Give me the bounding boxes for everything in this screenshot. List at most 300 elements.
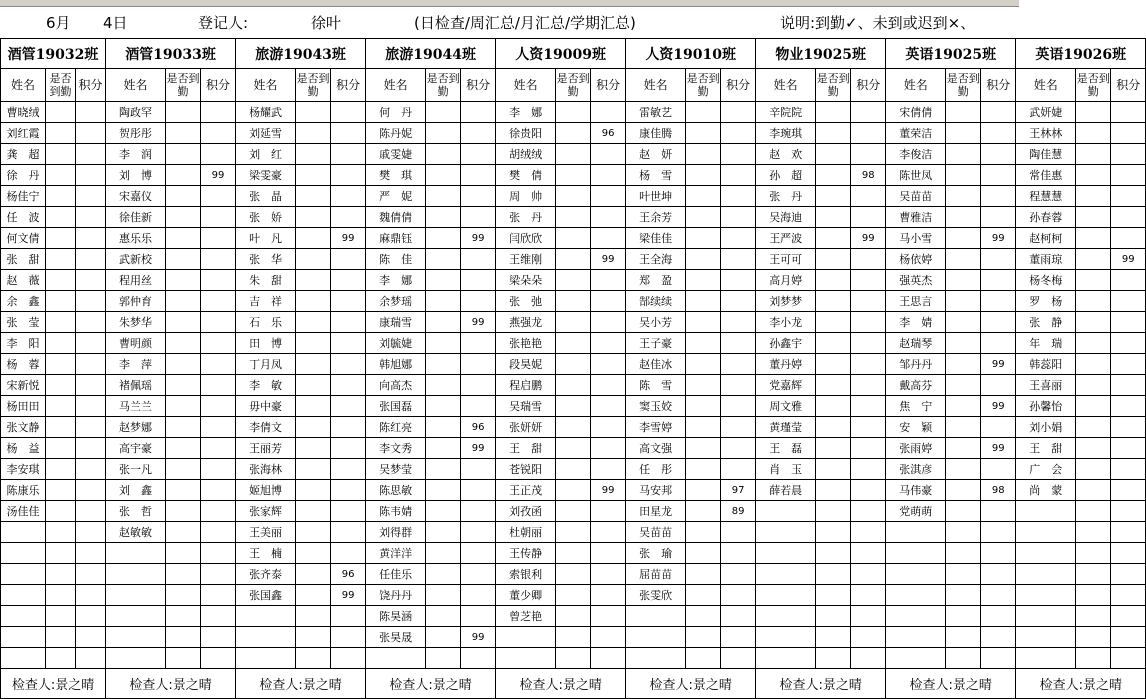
student-name-cell[interactable]: 郜续续	[626, 291, 686, 312]
attendance-cell[interactable]	[816, 102, 851, 123]
score-cell[interactable]	[851, 186, 886, 207]
score-cell[interactable]	[721, 438, 756, 459]
attendance-column-header[interactable]: 是否到勤	[816, 69, 851, 102]
score-cell[interactable]	[201, 480, 236, 501]
score-cell[interactable]	[461, 270, 496, 291]
attendance-cell[interactable]	[816, 417, 851, 438]
score-cell[interactable]: 99	[331, 228, 366, 249]
student-name-cell[interactable]: 康佳腾	[626, 123, 686, 144]
score-cell[interactable]	[1111, 102, 1146, 123]
score-cell[interactable]	[591, 543, 626, 564]
student-name-cell[interactable]: 康瑞雪	[366, 312, 426, 333]
student-name-cell[interactable]: 辛院院	[756, 102, 816, 123]
score-cell[interactable]	[201, 333, 236, 354]
score-cell[interactable]	[721, 207, 756, 228]
student-name-cell[interactable]: 吴苗苗	[626, 522, 686, 543]
student-name-cell[interactable]: 陈韦婧	[366, 501, 426, 522]
student-name-cell[interactable]: 刘小娟	[1016, 417, 1076, 438]
score-cell[interactable]: 99	[461, 228, 496, 249]
student-name-cell[interactable]: 吴瑞雪	[496, 396, 556, 417]
score-cell[interactable]	[721, 459, 756, 480]
attendance-cell[interactable]	[816, 270, 851, 291]
score-cell[interactable]	[331, 102, 366, 123]
attendance-cell[interactable]	[686, 543, 721, 564]
attendance-cell[interactable]	[46, 438, 76, 459]
attendance-cell[interactable]	[46, 123, 76, 144]
attendance-column-header[interactable]: 是否到勤	[556, 69, 591, 102]
attendance-cell[interactable]	[1076, 249, 1111, 270]
attendance-cell[interactable]	[166, 228, 201, 249]
attendance-cell[interactable]	[946, 564, 981, 585]
student-name-cell[interactable]	[1016, 585, 1076, 606]
score-cell[interactable]	[461, 459, 496, 480]
student-name-cell[interactable]: 张一凡	[106, 459, 166, 480]
score-cell[interactable]	[721, 312, 756, 333]
student-name-cell[interactable]: 杨 蓉	[1, 354, 46, 375]
attendance-cell[interactable]	[556, 606, 591, 627]
attendance-cell[interactable]	[426, 333, 461, 354]
score-cell[interactable]	[721, 102, 756, 123]
student-name-cell[interactable]: 梁雯豪	[236, 165, 296, 186]
attendance-cell[interactable]	[166, 648, 201, 669]
score-cell[interactable]	[981, 606, 1016, 627]
student-name-cell[interactable]: 王 甜	[496, 438, 556, 459]
score-cell[interactable]	[981, 375, 1016, 396]
score-cell[interactable]	[981, 417, 1016, 438]
score-cell[interactable]	[851, 249, 886, 270]
attendance-cell[interactable]	[46, 207, 76, 228]
score-cell[interactable]: 97	[721, 480, 756, 501]
score-cell[interactable]	[1111, 291, 1146, 312]
score-cell[interactable]	[76, 375, 106, 396]
student-name-cell[interactable]	[626, 606, 686, 627]
student-name-cell[interactable]	[886, 585, 946, 606]
student-name-cell[interactable]: 雷敏艺	[626, 102, 686, 123]
score-cell[interactable]	[201, 207, 236, 228]
student-name-cell[interactable]: 韩蕊阳	[1016, 354, 1076, 375]
attendance-cell[interactable]	[426, 102, 461, 123]
score-cell[interactable]: 99	[981, 354, 1016, 375]
student-name-cell[interactable]: 段昊妮	[496, 354, 556, 375]
score-cell[interactable]	[1111, 354, 1146, 375]
student-name-cell[interactable]	[236, 648, 296, 669]
score-cell[interactable]	[591, 375, 626, 396]
attendance-cell[interactable]	[816, 144, 851, 165]
attendance-cell[interactable]	[686, 564, 721, 585]
student-name-cell[interactable]: 杨佳宁	[1, 186, 46, 207]
attendance-cell[interactable]	[946, 270, 981, 291]
score-cell[interactable]	[76, 333, 106, 354]
score-cell[interactable]	[981, 291, 1016, 312]
attendance-cell[interactable]	[1076, 333, 1111, 354]
attendance-cell[interactable]	[946, 396, 981, 417]
score-cell[interactable]	[461, 501, 496, 522]
score-cell[interactable]	[721, 228, 756, 249]
attendance-cell[interactable]	[296, 522, 331, 543]
attendance-cell[interactable]	[46, 249, 76, 270]
attendance-cell[interactable]	[166, 522, 201, 543]
score-cell[interactable]	[591, 228, 626, 249]
student-name-cell[interactable]: 周文雅	[756, 396, 816, 417]
student-name-cell[interactable]: 何 丹	[366, 102, 426, 123]
student-name-cell[interactable]: 程启鹏	[496, 375, 556, 396]
attendance-cell[interactable]	[296, 564, 331, 585]
attendance-cell[interactable]	[166, 606, 201, 627]
score-cell[interactable]	[851, 606, 886, 627]
student-name-cell[interactable]: 苍锐阳	[496, 459, 556, 480]
student-name-cell[interactable]: 张 娇	[236, 207, 296, 228]
attendance-cell[interactable]	[46, 480, 76, 501]
score-cell[interactable]	[201, 354, 236, 375]
student-name-cell[interactable]: 余 鑫	[1, 291, 46, 312]
score-cell[interactable]	[76, 543, 106, 564]
score-cell[interactable]	[76, 291, 106, 312]
attendance-cell[interactable]	[1076, 207, 1111, 228]
student-name-cell[interactable]: 张 静	[1016, 312, 1076, 333]
student-name-cell[interactable]: 刘 博	[106, 165, 166, 186]
score-cell[interactable]	[76, 270, 106, 291]
score-cell[interactable]	[201, 564, 236, 585]
score-cell[interactable]	[461, 102, 496, 123]
student-name-cell[interactable]: 刘 红	[236, 144, 296, 165]
attendance-cell[interactable]	[946, 585, 981, 606]
attendance-cell[interactable]	[296, 480, 331, 501]
score-cell[interactable]	[331, 501, 366, 522]
student-name-cell[interactable]: 郭仲育	[106, 291, 166, 312]
score-cell[interactable]	[851, 291, 886, 312]
attendance-cell[interactable]	[426, 186, 461, 207]
student-name-cell[interactable]: 惠乐乐	[106, 228, 166, 249]
attendance-cell[interactable]	[686, 312, 721, 333]
score-cell[interactable]: 98	[981, 480, 1016, 501]
student-name-cell[interactable]: 焦 宁	[886, 396, 946, 417]
score-cell[interactable]	[1111, 522, 1146, 543]
score-cell[interactable]	[331, 123, 366, 144]
score-cell[interactable]	[201, 375, 236, 396]
student-name-cell[interactable]: 陈康乐	[1, 480, 46, 501]
score-cell[interactable]: 96	[591, 123, 626, 144]
attendance-cell[interactable]	[946, 417, 981, 438]
attendance-cell[interactable]	[296, 543, 331, 564]
attendance-column-header[interactable]: 是否到勤	[166, 69, 201, 102]
score-cell[interactable]	[851, 333, 886, 354]
attendance-cell[interactable]	[816, 165, 851, 186]
attendance-cell[interactable]	[1076, 396, 1111, 417]
student-name-cell[interactable]	[626, 648, 686, 669]
student-name-cell[interactable]	[1016, 501, 1076, 522]
score-cell[interactable]	[461, 648, 496, 669]
student-name-cell[interactable]	[1016, 627, 1076, 648]
student-name-cell[interactable]: 李 萍	[106, 354, 166, 375]
student-name-cell[interactable]: 朱梦华	[106, 312, 166, 333]
student-name-cell[interactable]: 杨 益	[1, 438, 46, 459]
score-cell[interactable]	[461, 291, 496, 312]
attendance-cell[interactable]	[46, 270, 76, 291]
student-name-cell[interactable]: 闫欣欣	[496, 228, 556, 249]
attendance-cell[interactable]	[686, 396, 721, 417]
attendance-cell[interactable]	[686, 144, 721, 165]
attendance-cell[interactable]	[946, 186, 981, 207]
student-name-cell[interactable]: 陈 雪	[626, 375, 686, 396]
score-cell[interactable]	[591, 312, 626, 333]
score-cell[interactable]	[1111, 459, 1146, 480]
student-name-cell[interactable]	[1, 648, 46, 669]
student-name-cell[interactable]: 戚雯婕	[366, 144, 426, 165]
score-cell[interactable]	[76, 207, 106, 228]
score-cell[interactable]	[591, 144, 626, 165]
score-cell[interactable]: 99	[461, 312, 496, 333]
student-name-cell[interactable]: 梁佳佳	[626, 228, 686, 249]
score-cell[interactable]	[1111, 438, 1146, 459]
student-name-cell[interactable]: 张 甜	[1, 249, 46, 270]
student-name-cell[interactable]: 贺彤彤	[106, 123, 166, 144]
attendance-cell[interactable]	[686, 123, 721, 144]
attendance-cell[interactable]	[686, 354, 721, 375]
score-cell[interactable]	[851, 123, 886, 144]
student-name-cell[interactable]: 张国磊	[366, 396, 426, 417]
student-name-cell[interactable]	[886, 627, 946, 648]
score-column-header[interactable]: 积分	[331, 69, 366, 102]
score-cell[interactable]	[981, 648, 1016, 669]
score-cell[interactable]	[331, 606, 366, 627]
attendance-cell[interactable]	[46, 459, 76, 480]
score-cell[interactable]	[76, 165, 106, 186]
score-cell[interactable]	[851, 144, 886, 165]
attendance-cell[interactable]	[46, 291, 76, 312]
score-column-header[interactable]: 积分	[981, 69, 1016, 102]
attendance-cell[interactable]	[686, 375, 721, 396]
attendance-cell[interactable]	[816, 522, 851, 543]
score-cell[interactable]	[591, 291, 626, 312]
name-column-header[interactable]: 姓名	[236, 69, 296, 102]
class-name-cell[interactable]: 酒管19033班	[106, 39, 236, 69]
score-cell[interactable]	[331, 543, 366, 564]
attendance-cell[interactable]	[46, 627, 76, 648]
student-name-cell[interactable]: 赵 薇	[1, 270, 46, 291]
student-name-cell[interactable]: 杜朝丽	[496, 522, 556, 543]
attendance-cell[interactable]	[46, 102, 76, 123]
student-name-cell[interactable]: 张昊晟	[366, 627, 426, 648]
student-name-cell[interactable]	[106, 648, 166, 669]
student-name-cell[interactable]: 刘毓婕	[366, 333, 426, 354]
attendance-cell[interactable]	[686, 102, 721, 123]
score-cell[interactable]	[1111, 648, 1146, 669]
student-name-cell[interactable]: 张雯欣	[626, 585, 686, 606]
attendance-cell[interactable]	[686, 522, 721, 543]
student-name-cell[interactable]: 王全海	[626, 249, 686, 270]
score-cell[interactable]	[721, 375, 756, 396]
score-cell[interactable]	[1111, 627, 1146, 648]
student-name-cell[interactable]	[1, 627, 46, 648]
name-column-header[interactable]: 姓名	[106, 69, 166, 102]
student-name-cell[interactable]: 曹明颜	[106, 333, 166, 354]
student-name-cell[interactable]: 窦玉姣	[626, 396, 686, 417]
attendance-cell[interactable]	[556, 123, 591, 144]
score-cell[interactable]	[1111, 228, 1146, 249]
score-cell[interactable]	[1111, 543, 1146, 564]
score-cell[interactable]	[591, 417, 626, 438]
attendance-cell[interactable]	[426, 459, 461, 480]
attendance-cell[interactable]	[816, 396, 851, 417]
score-cell[interactable]	[721, 564, 756, 585]
score-cell[interactable]	[721, 627, 756, 648]
student-name-cell[interactable]	[496, 627, 556, 648]
attendance-cell[interactable]	[166, 333, 201, 354]
student-name-cell[interactable]: 黄瑾莹	[756, 417, 816, 438]
score-cell[interactable]	[721, 249, 756, 270]
attendance-cell[interactable]	[816, 249, 851, 270]
attendance-cell[interactable]	[46, 333, 76, 354]
score-cell[interactable]	[461, 564, 496, 585]
attendance-cell[interactable]	[426, 144, 461, 165]
name-column-header[interactable]: 姓名	[496, 69, 556, 102]
attendance-cell[interactable]	[426, 249, 461, 270]
student-name-cell[interactable]: 刘红霞	[1, 123, 46, 144]
student-name-cell[interactable]: 程用丝	[106, 270, 166, 291]
score-cell[interactable]	[201, 522, 236, 543]
inspector-cell[interactable]: 检查人:景之晴	[236, 669, 366, 699]
score-cell[interactable]	[76, 123, 106, 144]
score-cell[interactable]	[201, 270, 236, 291]
score-cell[interactable]	[331, 648, 366, 669]
score-cell[interactable]	[721, 543, 756, 564]
student-name-cell[interactable]: 王喜丽	[1016, 375, 1076, 396]
score-cell[interactable]	[1111, 480, 1146, 501]
score-cell[interactable]	[331, 522, 366, 543]
student-name-cell[interactable]	[756, 543, 816, 564]
student-name-cell[interactable]: 李雪婷	[626, 417, 686, 438]
attendance-cell[interactable]	[166, 480, 201, 501]
student-name-cell[interactable]: 年 瑞	[1016, 333, 1076, 354]
attendance-cell[interactable]	[556, 459, 591, 480]
attendance-cell[interactable]	[166, 312, 201, 333]
attendance-cell[interactable]	[1076, 543, 1111, 564]
attendance-cell[interactable]	[816, 228, 851, 249]
student-name-cell[interactable]	[1016, 648, 1076, 669]
name-column-header[interactable]: 姓名	[756, 69, 816, 102]
student-name-cell[interactable]: 张家辉	[236, 501, 296, 522]
student-name-cell[interactable]: 李安琪	[1, 459, 46, 480]
attendance-cell[interactable]	[946, 291, 981, 312]
attendance-cell[interactable]	[556, 564, 591, 585]
score-cell[interactable]	[721, 291, 756, 312]
score-cell[interactable]	[76, 228, 106, 249]
student-name-cell[interactable]: 吴小芳	[626, 312, 686, 333]
attendance-cell[interactable]	[1076, 354, 1111, 375]
attendance-cell[interactable]	[686, 333, 721, 354]
inspector-cell[interactable]: 检查人:景之晴	[106, 669, 236, 699]
score-cell[interactable]	[851, 648, 886, 669]
attendance-cell[interactable]	[46, 522, 76, 543]
score-cell[interactable]	[201, 291, 236, 312]
score-cell[interactable]	[461, 375, 496, 396]
score-cell[interactable]	[461, 207, 496, 228]
score-cell[interactable]	[76, 522, 106, 543]
score-cell[interactable]	[201, 312, 236, 333]
score-cell[interactable]	[1111, 585, 1146, 606]
attendance-cell[interactable]	[46, 501, 76, 522]
student-name-cell[interactable]	[106, 564, 166, 585]
score-cell[interactable]	[591, 165, 626, 186]
attendance-cell[interactable]	[816, 291, 851, 312]
attendance-cell[interactable]	[946, 480, 981, 501]
score-cell[interactable]	[981, 501, 1016, 522]
score-cell[interactable]	[461, 165, 496, 186]
score-cell[interactable]	[76, 396, 106, 417]
attendance-cell[interactable]	[46, 375, 76, 396]
score-cell[interactable]	[981, 564, 1016, 585]
attendance-cell[interactable]	[946, 354, 981, 375]
student-name-cell[interactable]: 董少卿	[496, 585, 556, 606]
class-name-cell[interactable]: 英语19026班	[1016, 39, 1146, 69]
attendance-cell[interactable]	[946, 543, 981, 564]
student-name-cell[interactable]: 曾芝艳	[496, 606, 556, 627]
attendance-cell[interactable]	[1076, 375, 1111, 396]
student-name-cell[interactable]: 陈思敏	[366, 480, 426, 501]
student-name-cell[interactable]: 王 甜	[1016, 438, 1076, 459]
attendance-cell[interactable]	[1076, 459, 1111, 480]
attendance-cell[interactable]	[46, 585, 76, 606]
student-name-cell[interactable]: 孙春蓉	[1016, 207, 1076, 228]
score-cell[interactable]	[331, 375, 366, 396]
score-cell[interactable]	[1111, 606, 1146, 627]
attendance-cell[interactable]	[816, 459, 851, 480]
inspector-cell[interactable]: 检查人:景之晴	[756, 669, 886, 699]
score-cell[interactable]	[76, 312, 106, 333]
attendance-cell[interactable]	[556, 270, 591, 291]
student-name-cell[interactable]: 孙馨怡	[1016, 396, 1076, 417]
attendance-cell[interactable]	[1076, 312, 1111, 333]
attendance-cell[interactable]	[46, 396, 76, 417]
attendance-cell[interactable]	[1076, 165, 1111, 186]
attendance-cell[interactable]	[426, 291, 461, 312]
attendance-cell[interactable]	[556, 417, 591, 438]
score-cell[interactable]	[76, 480, 106, 501]
score-cell[interactable]	[591, 501, 626, 522]
score-cell[interactable]	[201, 459, 236, 480]
student-name-cell[interactable]: 汤佳佳	[1, 501, 46, 522]
score-cell[interactable]	[331, 480, 366, 501]
score-cell[interactable]	[1111, 333, 1146, 354]
student-name-cell[interactable]: 杨冬梅	[1016, 270, 1076, 291]
student-name-cell[interactable]: 吴梦莹	[366, 459, 426, 480]
attendance-cell[interactable]	[556, 144, 591, 165]
score-cell[interactable]	[461, 585, 496, 606]
score-cell[interactable]	[76, 354, 106, 375]
student-name-cell[interactable]: 宋新悦	[1, 375, 46, 396]
student-name-cell[interactable]: 广 会	[1016, 459, 1076, 480]
score-cell[interactable]	[721, 165, 756, 186]
attendance-cell[interactable]	[296, 186, 331, 207]
student-name-cell[interactable]: 赵梦娜	[106, 417, 166, 438]
attendance-cell[interactable]	[166, 207, 201, 228]
attendance-cell[interactable]	[296, 270, 331, 291]
score-column-header[interactable]: 积分	[201, 69, 236, 102]
score-cell[interactable]	[851, 396, 886, 417]
attendance-cell[interactable]	[816, 480, 851, 501]
attendance-cell[interactable]	[946, 438, 981, 459]
score-cell[interactable]	[721, 123, 756, 144]
attendance-cell[interactable]	[426, 648, 461, 669]
attendance-cell[interactable]	[426, 228, 461, 249]
attendance-cell[interactable]	[296, 333, 331, 354]
student-name-cell[interactable]: 饶丹丹	[366, 585, 426, 606]
attendance-cell[interactable]	[1076, 564, 1111, 585]
student-name-cell[interactable]	[1016, 564, 1076, 585]
student-name-cell[interactable]: 曹雅洁	[886, 207, 946, 228]
attendance-cell[interactable]	[426, 543, 461, 564]
student-name-cell[interactable]: 肖 玉	[756, 459, 816, 480]
